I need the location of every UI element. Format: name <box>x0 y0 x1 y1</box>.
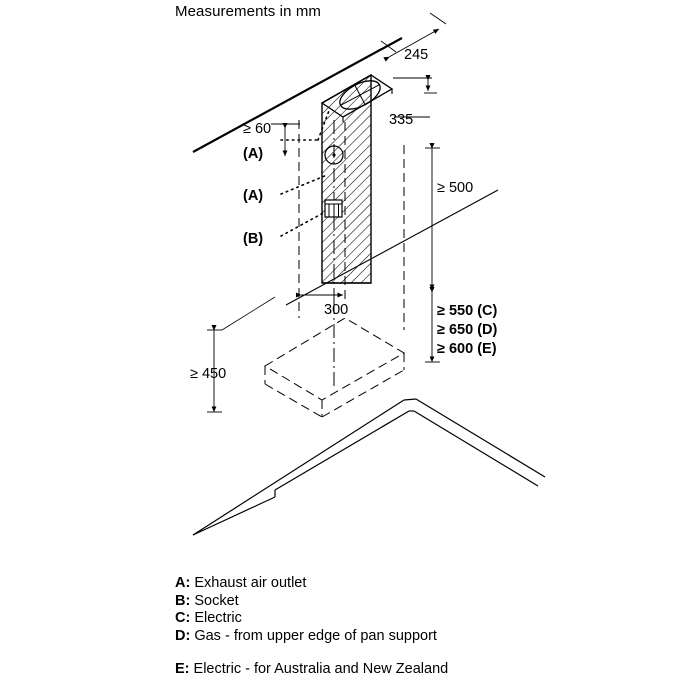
callout-b: (B) <box>243 231 264 247</box>
legend-item-d <box>175 628 448 646</box>
page-title: Measurements in mm <box>175 3 322 20</box>
dim-label-335: 335 <box>389 112 414 128</box>
dim-label-245: 245 <box>404 47 429 63</box>
dim-label-300: 300 <box>324 302 349 318</box>
dim-label-min-600-e: ≥ 600 (E) <box>437 341 497 357</box>
chimney-hatched-body <box>322 75 392 300</box>
callout-a-top: (A) <box>243 146 264 162</box>
legend-item-c <box>175 610 448 628</box>
dimension-245 <box>381 13 446 63</box>
legend-item-b <box>175 593 448 611</box>
dimension-min-450 <box>190 297 275 412</box>
legend-text-a: Exhaust air outlet <box>194 575 307 591</box>
legend-text-b: Socket <box>194 592 239 609</box>
legend-text-d: Gas - from upper edge of pan support <box>194 627 437 644</box>
legend-item-a <box>175 575 448 593</box>
dim-label-min-450: ≥ 450 <box>190 366 227 382</box>
dimension-335 <box>389 78 437 128</box>
callout-a-middle: (A) <box>243 188 264 204</box>
legend-key-b: B: <box>175 592 191 609</box>
dim-label-min-550-c: ≥ 550 (C) <box>437 303 498 319</box>
legend <box>175 575 448 679</box>
dim-label-min-60: ≥ 60 <box>243 121 272 137</box>
dimension-300 <box>301 295 348 318</box>
legend-key-c: C: <box>175 610 191 626</box>
legend-text-e: Electric - for Australia and New Zealand <box>193 661 449 677</box>
legend-key-e: E: <box>175 661 190 677</box>
dimension-min-550-650-600 <box>425 292 498 362</box>
legend-text-c: Electric <box>194 610 242 626</box>
legend-key-a: A: <box>175 575 191 591</box>
dim-label-min-650-d: ≥ 650 (D) <box>437 322 498 338</box>
dim-label-min-500: ≥ 500 <box>437 180 474 196</box>
legend-key-d: D: <box>175 627 191 644</box>
legend-item-e <box>175 661 448 679</box>
dimension-min-500 <box>425 148 473 290</box>
